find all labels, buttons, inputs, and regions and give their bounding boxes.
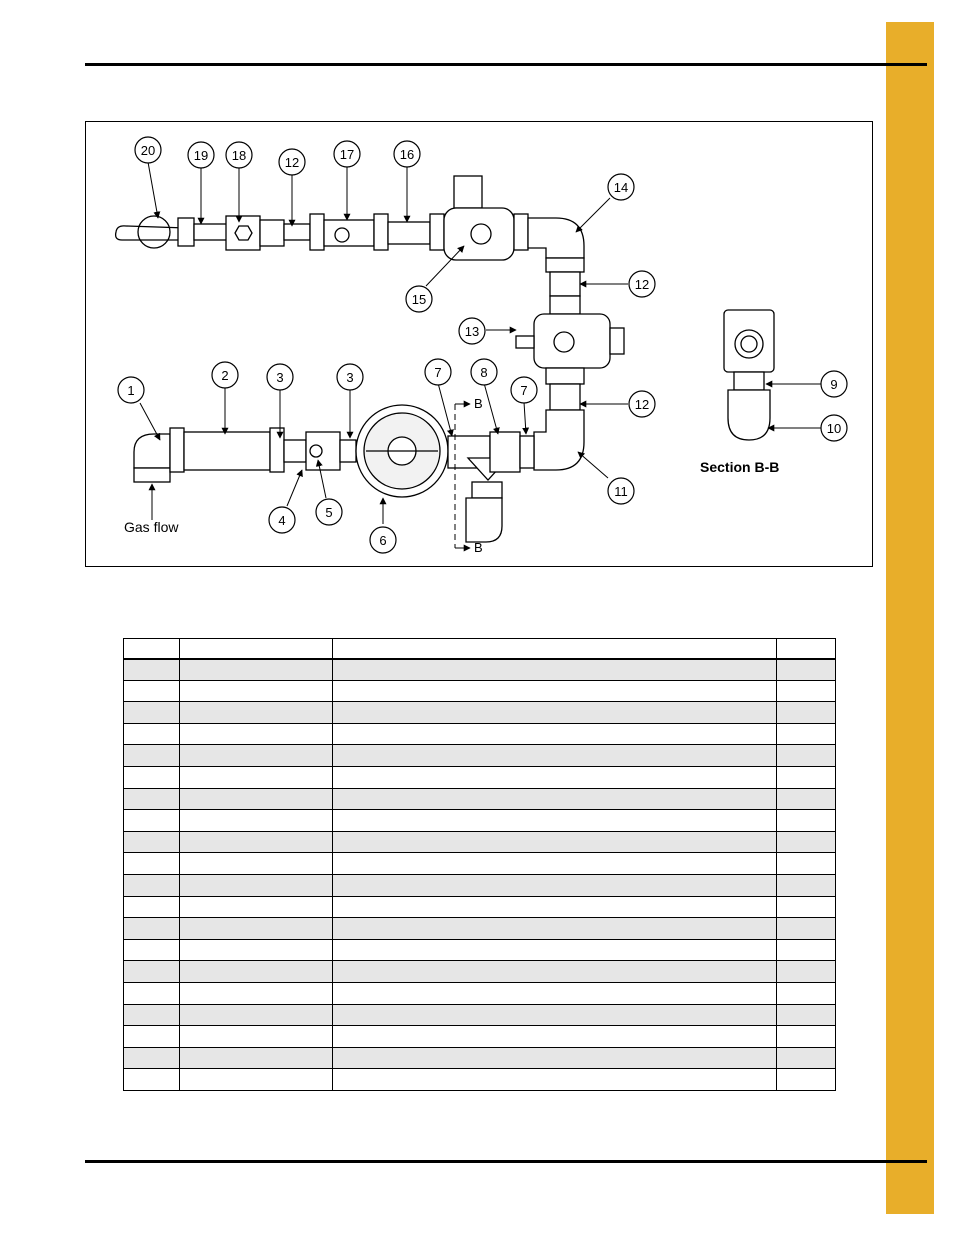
table-cell bbox=[124, 702, 180, 724]
header-cell bbox=[180, 639, 333, 659]
table-cell bbox=[180, 1047, 333, 1069]
callout-5: 5 bbox=[325, 505, 333, 520]
table-cell bbox=[180, 831, 333, 853]
callout-4: 4 bbox=[278, 513, 286, 528]
inset-cap-10 bbox=[728, 390, 770, 440]
drip-nipple bbox=[472, 482, 502, 498]
nipple-12 bbox=[284, 224, 310, 240]
table-cell bbox=[777, 874, 836, 896]
assembly-diagram bbox=[85, 121, 873, 567]
valve-handle bbox=[116, 226, 186, 240]
table-cell bbox=[777, 1026, 836, 1048]
table-cell bbox=[124, 896, 180, 918]
leader-20 bbox=[148, 162, 158, 218]
footer-rule bbox=[85, 1160, 927, 1163]
section-marker-bottom: B bbox=[474, 540, 483, 555]
nipple-19 bbox=[194, 224, 228, 240]
table-cell bbox=[777, 1047, 836, 1069]
table-cell bbox=[180, 939, 333, 961]
table-row bbox=[124, 961, 836, 983]
table-cell bbox=[124, 1004, 180, 1026]
table-cell bbox=[333, 788, 777, 810]
callout-10: 10 bbox=[826, 421, 842, 436]
table-cell bbox=[180, 1004, 333, 1026]
section-b-b-inset bbox=[724, 310, 774, 440]
drip-elbow bbox=[466, 498, 502, 542]
table-cell bbox=[124, 918, 180, 940]
table-cell bbox=[777, 745, 836, 767]
callout-6: 6 bbox=[379, 533, 387, 548]
table-cell bbox=[124, 1047, 180, 1069]
table-cell bbox=[333, 853, 777, 875]
table-cell bbox=[777, 702, 836, 724]
flange bbox=[270, 428, 284, 472]
nipple-3 bbox=[340, 440, 356, 462]
table-cell bbox=[333, 1047, 777, 1069]
callout-9: 9 bbox=[830, 377, 838, 392]
section-marker-top: B bbox=[474, 396, 483, 411]
table-cell bbox=[124, 1026, 180, 1048]
header-rule bbox=[85, 63, 927, 66]
callout-12: 12 bbox=[284, 155, 300, 170]
table-cell bbox=[777, 766, 836, 788]
callout-8: 8 bbox=[480, 365, 488, 380]
table-cell bbox=[180, 853, 333, 875]
table-cell bbox=[333, 831, 777, 853]
table-cell bbox=[777, 723, 836, 745]
table-cell bbox=[124, 659, 180, 681]
table-cell bbox=[180, 896, 333, 918]
table-row bbox=[124, 982, 836, 1004]
table-cell bbox=[777, 896, 836, 918]
tee-8 bbox=[490, 432, 520, 472]
table-cell bbox=[180, 918, 333, 940]
table-row bbox=[124, 723, 836, 745]
table-cell bbox=[124, 766, 180, 788]
section-label: Section B-B bbox=[700, 459, 780, 475]
table-cell bbox=[180, 982, 333, 1004]
table-cell bbox=[180, 680, 333, 702]
table-cell bbox=[777, 918, 836, 940]
flange bbox=[310, 214, 324, 250]
upper-pipe-run bbox=[116, 176, 584, 260]
union bbox=[260, 220, 284, 246]
table-row bbox=[124, 766, 836, 788]
elbow-14 bbox=[528, 218, 584, 258]
table-cell bbox=[333, 723, 777, 745]
table-cell bbox=[333, 659, 777, 681]
assembly-drawing bbox=[86, 122, 874, 568]
parts-list-table bbox=[123, 638, 836, 1091]
callout-7: 7 bbox=[520, 383, 528, 398]
callout-13: 13 bbox=[464, 324, 480, 339]
table-row bbox=[124, 1004, 836, 1026]
table-cell bbox=[333, 766, 777, 788]
header-cell bbox=[333, 639, 777, 659]
nipple-3 bbox=[284, 440, 306, 462]
coupling bbox=[546, 368, 584, 384]
table-cell bbox=[124, 723, 180, 745]
table-cell bbox=[333, 896, 777, 918]
nipple-12 bbox=[550, 272, 580, 296]
nipple-12 bbox=[550, 384, 580, 410]
table-cell bbox=[333, 982, 777, 1004]
valve-top-15 bbox=[454, 176, 482, 208]
table-row bbox=[124, 680, 836, 702]
table-cell bbox=[124, 810, 180, 832]
gas-flow-label: Gas flow bbox=[124, 519, 179, 535]
table-cell bbox=[777, 831, 836, 853]
elbow-1 bbox=[134, 434, 170, 468]
table-cell bbox=[124, 982, 180, 1004]
table-cell bbox=[124, 745, 180, 767]
pipe-16 bbox=[388, 222, 430, 244]
callout-2: 2 bbox=[221, 368, 229, 383]
table-row bbox=[124, 745, 836, 767]
callout-16: 16 bbox=[399, 147, 415, 162]
valve-knob-13 bbox=[554, 332, 574, 352]
flange bbox=[514, 214, 528, 250]
table-cell bbox=[777, 1069, 836, 1091]
leader-7b bbox=[524, 402, 526, 434]
flange bbox=[430, 214, 444, 250]
nipple-7 bbox=[520, 436, 534, 468]
table-cell bbox=[333, 874, 777, 896]
table-row bbox=[124, 939, 836, 961]
table-row bbox=[124, 853, 836, 875]
table-cell bbox=[777, 939, 836, 961]
callout-19: 19 bbox=[193, 148, 209, 163]
table-cell bbox=[777, 680, 836, 702]
header-cell bbox=[124, 639, 180, 659]
table-cell bbox=[777, 810, 836, 832]
table-cell bbox=[333, 918, 777, 940]
table-cell bbox=[777, 853, 836, 875]
table-cell bbox=[124, 788, 180, 810]
table-cell bbox=[333, 745, 777, 767]
table-cell bbox=[333, 961, 777, 983]
table-cell bbox=[124, 1069, 180, 1091]
table-cell bbox=[180, 810, 333, 832]
fitting-19 bbox=[178, 218, 194, 246]
callout-7: 7 bbox=[434, 365, 442, 380]
table-cell bbox=[124, 961, 180, 983]
callout-3: 3 bbox=[346, 370, 354, 385]
table-row bbox=[124, 810, 836, 832]
table-cell bbox=[777, 982, 836, 1004]
callout-11: 11 bbox=[614, 484, 628, 499]
table-cell bbox=[777, 659, 836, 681]
port-5 bbox=[310, 445, 322, 457]
coupling bbox=[550, 296, 580, 314]
inset-nipple-9 bbox=[734, 372, 764, 390]
callout-12: 12 bbox=[634, 397, 650, 412]
table-cell bbox=[333, 1069, 777, 1091]
pipe-2 bbox=[184, 432, 270, 470]
table-cell bbox=[124, 831, 180, 853]
table-row bbox=[124, 918, 836, 940]
table-cell bbox=[333, 939, 777, 961]
inset-port-inner bbox=[741, 336, 757, 352]
callout-18: 18 bbox=[231, 148, 247, 163]
callout-17: 17 bbox=[339, 147, 355, 162]
table-cell bbox=[180, 745, 333, 767]
table-row bbox=[124, 702, 836, 724]
table-row bbox=[124, 1026, 836, 1048]
table-cell bbox=[180, 1069, 333, 1091]
callout-15: 15 bbox=[411, 292, 427, 307]
table-row bbox=[124, 831, 836, 853]
callout-14: 14 bbox=[613, 180, 629, 195]
elbow-foot bbox=[134, 468, 170, 482]
table-cell bbox=[124, 874, 180, 896]
table-cell bbox=[124, 939, 180, 961]
flange bbox=[170, 428, 184, 472]
table-body bbox=[124, 659, 836, 1091]
table-cell bbox=[777, 961, 836, 983]
table-cell bbox=[180, 788, 333, 810]
callout-3: 3 bbox=[276, 370, 284, 385]
table-cell bbox=[124, 853, 180, 875]
table-cell bbox=[777, 788, 836, 810]
table-cell bbox=[777, 1004, 836, 1026]
valve-side-port bbox=[610, 328, 624, 354]
flange bbox=[374, 214, 388, 250]
table-row bbox=[124, 659, 836, 681]
table-row bbox=[124, 788, 836, 810]
table-cell bbox=[180, 1026, 333, 1048]
table-row bbox=[124, 1069, 836, 1091]
leader-14 bbox=[576, 198, 610, 232]
table-cell bbox=[180, 723, 333, 745]
table-row bbox=[124, 1047, 836, 1069]
valve-knob-15 bbox=[471, 224, 491, 244]
table-cell bbox=[333, 810, 777, 832]
coupling bbox=[546, 258, 584, 272]
table-cell bbox=[180, 961, 333, 983]
valve-stem bbox=[516, 336, 534, 348]
table-cell bbox=[180, 659, 333, 681]
callout-12: 12 bbox=[634, 277, 650, 292]
table-cell bbox=[333, 702, 777, 724]
elbow-11 bbox=[534, 410, 584, 470]
table-cell bbox=[333, 1004, 777, 1026]
table-cell bbox=[180, 702, 333, 724]
leader-4 bbox=[287, 470, 302, 506]
table-cell bbox=[333, 1026, 777, 1048]
port-17 bbox=[335, 228, 349, 242]
table-cell bbox=[333, 680, 777, 702]
table-row bbox=[124, 874, 836, 896]
table-cell bbox=[180, 874, 333, 896]
callout-20: 20 bbox=[140, 143, 156, 158]
callout-1: 1 bbox=[127, 383, 135, 398]
table-row bbox=[124, 896, 836, 918]
header-cell bbox=[777, 639, 836, 659]
table-cell bbox=[124, 680, 180, 702]
leader-11 bbox=[578, 452, 608, 478]
leader-8 bbox=[484, 383, 498, 434]
table-cell bbox=[180, 766, 333, 788]
side-tab bbox=[886, 22, 934, 1214]
table-header-row bbox=[124, 639, 836, 659]
valve-hex bbox=[235, 226, 252, 240]
